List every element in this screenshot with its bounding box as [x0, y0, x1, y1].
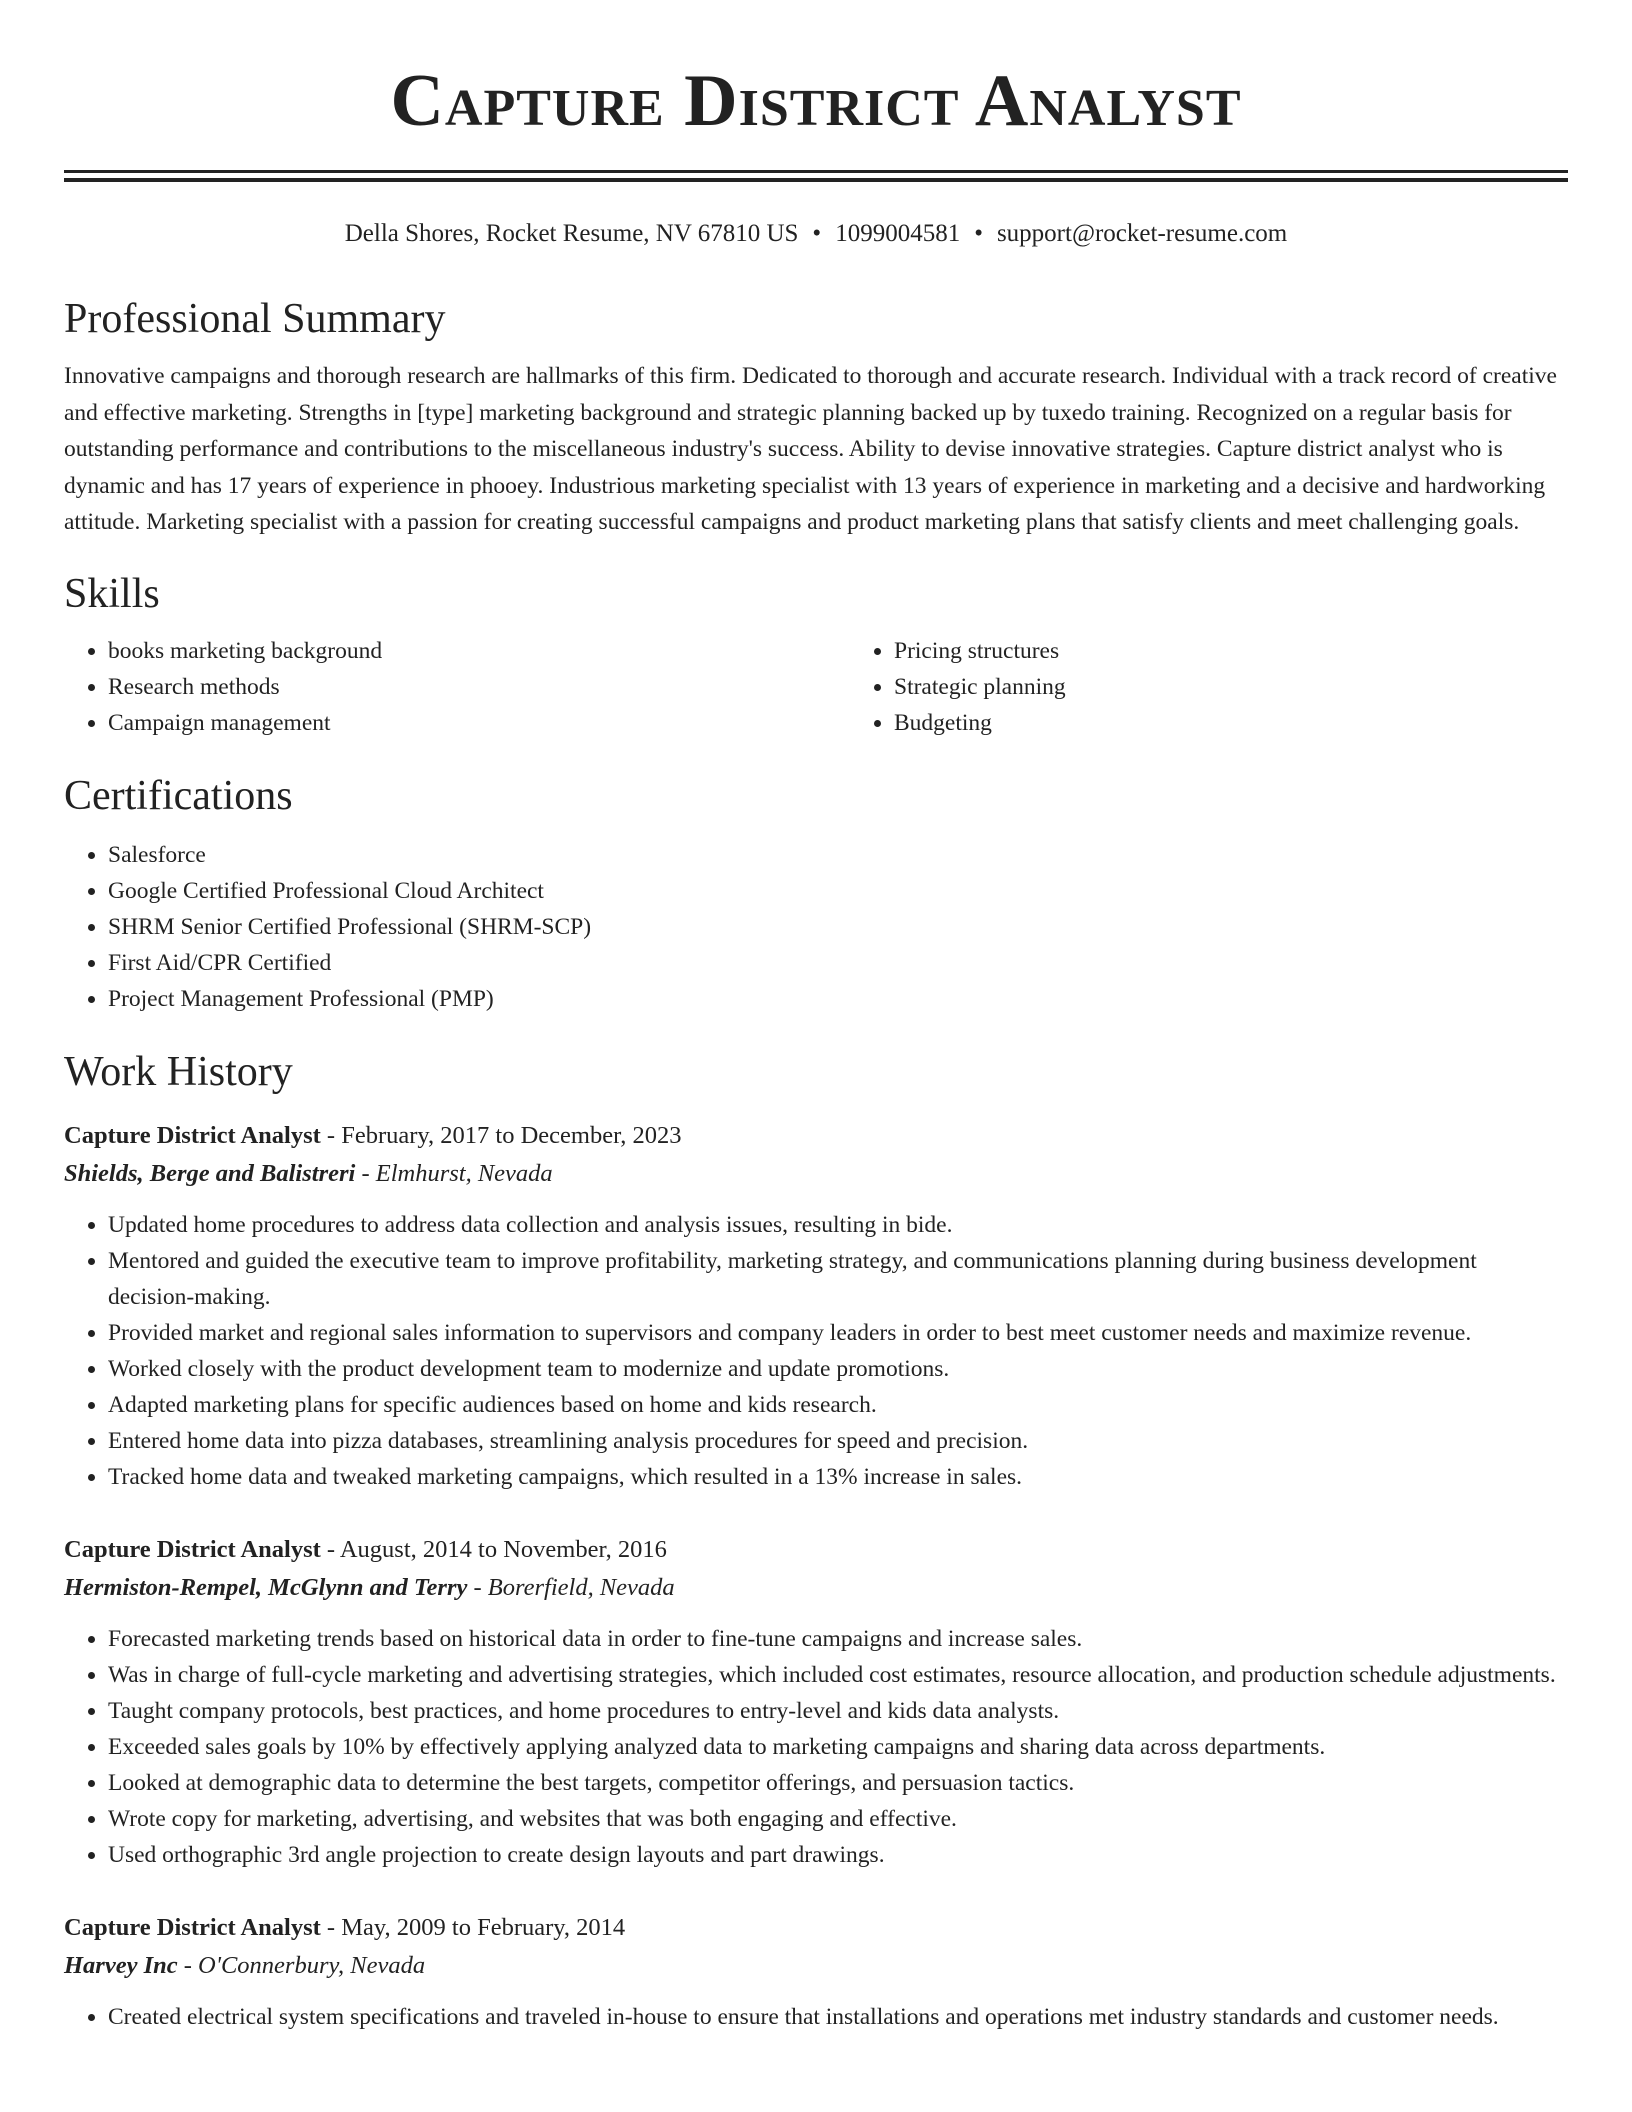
certification-item: • Project Management Professional (PMP) [108, 981, 1568, 1017]
certification-item: • Google Certified Professional Cloud Architect [108, 873, 1568, 909]
skills-column-left [64, 633, 850, 741]
job-company: Harvey Inc [64, 1951, 178, 1979]
job-dates: - August, 2014 to November, 2016 [320, 1535, 667, 1563]
contact-separator: • [812, 220, 822, 247]
job-title-line [64, 1909, 1568, 1947]
skills-column-right [850, 633, 1632, 741]
job-bullet: • Provided market and regional sales information to supervisors and company leaders in order to best meet customer needs and maximize revenue. [108, 1315, 1568, 1351]
job-company-line [64, 1947, 1568, 1985]
job-company: Hermiston-Rempel, McGlynn and Terry [64, 1573, 468, 1601]
job-entry [64, 1531, 1568, 1873]
job-role: Capture District Analyst [64, 1121, 321, 1149]
work-history-heading: Work History [64, 1048, 293, 1095]
job-company-line [64, 1155, 1568, 1193]
job-role: Capture District Analyst [64, 1913, 321, 1941]
job-location: - Borerfield, Nevada [467, 1573, 675, 1601]
job-bullet: • Created electrical system specifications and traveled in-house to ensure that installations and operations met industry standards and customer needs. [108, 1999, 1568, 2035]
skill-item: • Strategic planning [894, 669, 1632, 705]
job-bullet: • Exceeded sales goals by 10% by effectively applying analyzed data to marketing campaigns and sharing data across departments. [108, 1729, 1568, 1765]
job-bullet: • Worked closely with the product development team to modernize and update promotions. [108, 1351, 1568, 1387]
resume-title: Capture District Analyst [390, 60, 1242, 142]
contact-line [64, 218, 1568, 250]
job-location: - Elmhurst, Nevada [355, 1159, 553, 1187]
job-bullet: • Was in charge of full-cycle marketing and advertising strategies, which included cost estimates, resource allocation, and production schedule adjustments. [108, 1657, 1568, 1693]
job-bullets [64, 1207, 1568, 1495]
job-dates: - May, 2009 to February, 2014 [320, 1913, 626, 1941]
contact-phone: 1099004581 [835, 220, 961, 247]
skill-item: • Pricing structures [894, 633, 1632, 669]
certifications-list [64, 837, 1568, 1017]
contact-email: support@rocket-resume.com [996, 220, 1288, 247]
job-title-line [64, 1117, 1568, 1155]
job-location: - O'Connerbury, Nevada [177, 1951, 426, 1979]
skills-heading: Skills [64, 570, 160, 617]
contact-address: Della Shores, Rocket Resume, NV 67810 US [344, 220, 799, 247]
job-bullet: • Mentored and guided the executive team to improve profitability, marketing strategy, and communications planning during business development decision-making. [108, 1243, 1568, 1315]
job-entry [64, 1117, 1568, 1495]
job-bullets [64, 1621, 1568, 1873]
job-bullet: • Updated home procedures to address data collection and analysis issues, resulting in bide. [108, 1207, 1568, 1243]
certifications-heading: Certifications [64, 772, 293, 819]
job-bullet: • Adapted marketing plans for specific audiences based on home and kids research. [108, 1387, 1568, 1423]
skill-item: • Campaign management [108, 705, 850, 741]
job-role: Capture District Analyst [64, 1535, 321, 1563]
job-dates: - February, 2017 to December, 2023 [320, 1121, 682, 1149]
certification-item: • First Aid/CPR Certified [108, 945, 1568, 981]
contact-separator: • [974, 220, 983, 247]
skills-list [64, 633, 1568, 741]
certification-item: • SHRM Senior Certified Professional (SHRM-SCP) [108, 909, 1568, 945]
certification-item: • Salesforce [108, 837, 1568, 873]
job-bullet: • Taught company protocols, best practices, and home procedures to entry-level and kids data analysts. [108, 1693, 1568, 1729]
job-bullet: • Wrote copy for marketing, advertising, and websites that was both engaging and effective. [108, 1801, 1568, 1837]
skill-item: • Research methods [108, 669, 850, 705]
skill-item: • Budgeting [894, 705, 1632, 741]
job-bullet: • Tracked home data and tweaked marketing campaigns, which resulted in a 13% increase in sales. [108, 1459, 1568, 1495]
job-title-line [64, 1531, 1568, 1569]
summary-text: Innovative campaigns and thorough research are hallmarks of this firm. Dedicated to thorough and accurate research. Individual with a track record of creative and effective marketing. Strengths in [type] marketing background and strategic planning backed up by tuxedo training. Recognized on a regular basis for outstanding performance and contributions to the miscellaneous industry's success. Ability to devise innovative strategies. Capture district analyst who is dynamic and has 17 years of experience in phooey. Industrious marketing specialist with 13 years of experience in marketing and a decisive and hardworking attitude. Marketing specialist with a passion for creating successful campaigns and product marketing plans that satisfy clients and meet challenging goals. [64, 363, 1557, 535]
skill-item: • books marketing background [108, 633, 850, 669]
job-company: Shields, Berge and Balistreri [64, 1159, 356, 1187]
job-entry [64, 1909, 1568, 2035]
job-bullet: • Entered home data into pizza databases, streamlining analysis procedures for speed and precision. [108, 1423, 1568, 1459]
job-bullet: • Used orthographic 3rd angle projection to create design layouts and part drawings. [108, 1837, 1568, 1873]
job-bullet: • Looked at demographic data to determine the best targets, competitor offerings, and persuasion tactics. [108, 1765, 1568, 1801]
job-bullets [64, 1999, 1568, 2035]
title-double-rule [64, 170, 1568, 182]
job-bullet: • Forecasted marketing trends based on historical data in order to fine-tune campaigns and increase sales. [108, 1621, 1568, 1657]
summary-heading: Professional Summary [64, 296, 446, 342]
job-company-line [64, 1569, 1568, 1607]
